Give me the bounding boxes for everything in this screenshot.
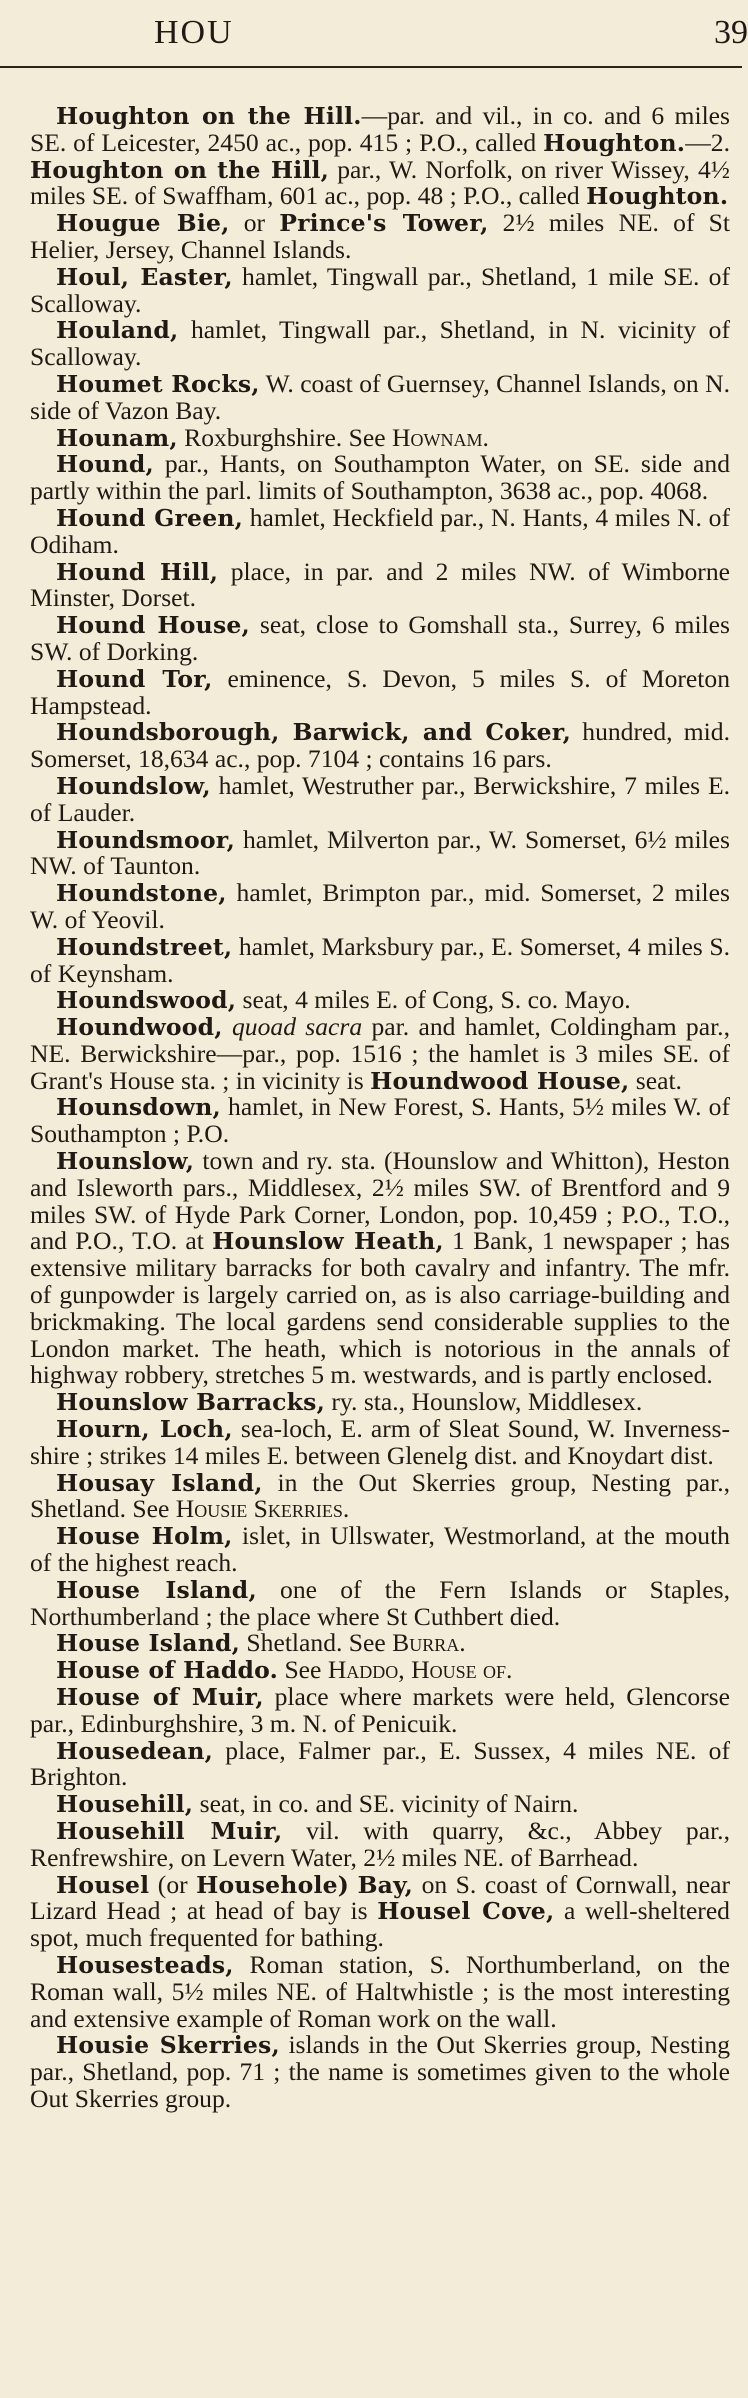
entry-headword: Housel Cove, [377, 1897, 555, 1926]
entry [30, 1684, 730, 1738]
entry-headword: Houghton on the Hill. [56, 102, 362, 130]
entry-headword: Hounslow, [56, 1147, 195, 1176]
entry-text: hamlet, in New Forest, S. Hants, 5½ miles W. of Southampton ; P.O. [30, 1092, 730, 1149]
entry-text: —par. and vil., in co. and 6 miles SE. of Leicester, 2450 ac., pop. 415 ; P.O., called [30, 101, 730, 157]
entry [30, 1791, 730, 1818]
entry-text: town and ry. sta. (Hounslow and Whitton), Heston and Isleworth pars., Middlesex, 2½ miles SW. of Brentford and 9 miles SW. of Hyde Park Corner, London, pop. 10,459 ; P.O., T.O., and P.O., T.O. at [30, 1146, 730, 1256]
entry-headword: Housesteads, [56, 1950, 234, 1979]
entry-text: seat. [635, 1065, 682, 1095]
entry-text: one of the Fern Islands or Staples, Northumberland ; the place where St Cuthbert died. [30, 1574, 730, 1631]
entry-text: seat, close to Gomshall sta., Surrey, 6 miles SW. of Dorking. [30, 610, 730, 666]
entry-text: hamlet, Tingwall par., Shetland, in N. vicinity of Scalloway. [30, 315, 730, 372]
entry-headword: Hound Tor, [56, 664, 213, 693]
entry-text: hamlet, Tingwall par., Shetland, 1 mile SE. of Scalloway. [30, 261, 730, 318]
entry [30, 719, 730, 773]
entry-text: hamlet, Marksbury par., E. Somerset, 4 miles S. of Keynsham. [30, 931, 730, 988]
entry-text: par., Hants, on Southampton Water, on SE. side and partly within the parl. limits of Southampton, 3638 ac., pop. 4068. [30, 449, 730, 506]
entry-headword: Housie Skerries, [56, 2031, 280, 2060]
entry [30, 1657, 730, 1684]
entry-headword: Hounslow Barracks, [56, 1388, 325, 1417]
entry-headword: House Island, [56, 1575, 257, 1604]
entry [30, 261, 730, 318]
entry [30, 1148, 730, 1389]
entry-list [30, 103, 730, 2113]
entry-text: islet, in Ullswater, Westmorland, at the mouth of the highest reach. [30, 1521, 730, 1578]
entry-text: place, in par. and 2 miles NW. of Wimborne Minster, Dorset. [30, 556, 730, 613]
entry-headword: Houland, [56, 316, 179, 345]
entry-headword: Housay Island, [56, 1468, 263, 1497]
entry [30, 502, 730, 559]
entry [30, 1416, 730, 1470]
entry-text: hamlet, Milverton par., W. Somerset, 6½ miles NW. of Taunton. [30, 824, 730, 881]
entry [30, 422, 730, 452]
entry-headword: Hourn, Loch, [56, 1415, 233, 1444]
entry-text: 1 Bank, 1 newspaper ; has extensive military barracks for both cavalry and infantry. The mfr. of gunpowder is largely carried on, as is also carriage-building and brickmaking. The local gardens send considerable supplies to the London market. The heath, which is notorious in the annals of highway robbery, stretches 5 m. westwards, and is partly enclosed. [30, 1226, 731, 1390]
entry [30, 317, 730, 371]
entry-text: place, Falmer par., E. Sussex, 4 miles NE. of Brighton. [30, 1735, 730, 1792]
entry-headword: Househill, [56, 1790, 194, 1819]
entry-headword: Houndstreet, [56, 932, 233, 961]
entry [30, 2032, 730, 2112]
entry-text: par., W. Norfolk, on river Wissey, 4½ miles SE. of Swaffham, 601 ac., pop. 48 ; P.O., called [30, 154, 730, 211]
entry-headword: House Holm, [56, 1522, 233, 1551]
entry [30, 987, 730, 1014]
entry [30, 1094, 730, 1148]
entry-text: on S. coast of Cornwall, near Lizard Head ; at head of bay is [30, 1869, 730, 1926]
entry-headword: Hound Green, [56, 503, 244, 532]
entry-text: a well-sheltered spot, much frequented for bathing. [30, 1896, 730, 1953]
cross-reference: Housie Skerries. [175, 1494, 350, 1524]
entry [30, 103, 730, 210]
entry-headword: Houghton. [586, 182, 729, 211]
entry [30, 1467, 731, 1524]
entry-headword: House Island, [56, 1629, 241, 1658]
entry [30, 556, 730, 613]
cross-reference: Haddo, House of. [327, 1655, 513, 1685]
entry-headword: Hound House, [56, 611, 250, 640]
entry [30, 931, 730, 988]
entry [30, 451, 730, 505]
entry [30, 210, 730, 264]
entry-headword: Hounsdown, [56, 1093, 221, 1122]
entry-text: seat, 4 miles E. of Cong, S. co. Mayo. [242, 985, 631, 1015]
entry-italic-text: quoad sacra [232, 1012, 363, 1042]
entry-headword: House of Muir, [56, 1683, 264, 1712]
entry-text: hamlet, Westruther par., Berwickshire, 7 miles E. of Lauder. [30, 770, 730, 827]
entry-text: W. coast of Guernsey, Channel Islands, on N. side of Vazon Bay. [30, 368, 731, 425]
entry-headword: Hounslow Heath, [212, 1227, 444, 1256]
entry-headword: Houndwood, [56, 1013, 223, 1042]
entry-text: Roman station, S. Northumberland, on the Roman wall, 5½ miles NE. of Haltwhistle ; is the most interesting and extensive example of Roman work on the wall. [30, 1949, 730, 2033]
entry-headword: Bay, [357, 1870, 414, 1899]
entry [30, 663, 731, 720]
entry-text: ry. sta., Hounslow, Middlesex. [331, 1387, 643, 1417]
entry-text: (or [157, 1869, 188, 1899]
entry-headword: Houghton. [543, 128, 686, 157]
entry-text: 2½ miles NE. of St Helier, Jersey, Channel Islands. [30, 208, 730, 264]
entry-headword: Hound Hill, [56, 557, 219, 586]
page-number: 39 [714, 14, 748, 51]
entry-headword: House of Haddo. [56, 1656, 279, 1685]
entry-headword: Housedean, [56, 1736, 214, 1765]
entry-text: hamlet, Brimpton par., mid. Somerset, 2 miles W. of Yeovil. [30, 878, 730, 934]
entry-headword: Househill Muir, [56, 1817, 283, 1845]
entry-text: or [243, 208, 266, 238]
entry-headword: Hounam, [56, 423, 178, 452]
entry-headword: Houmet Rocks, [56, 369, 260, 398]
entry-headword: Househole) [196, 1870, 350, 1899]
entry [30, 1014, 730, 1094]
entry-headword: Houndslow, [56, 771, 211, 800]
running-header [0, 0, 748, 68]
entry-text: place where markets were held, Glencorse par., Edinburghshire, 3 m. N. of Penicuik. [30, 1682, 730, 1738]
entry-text: Shetland. See [246, 1628, 386, 1658]
entry-text: hamlet, Heckfield par., N. Hants, 4 miles N. of Odiham. [30, 502, 730, 559]
entry-text: seat, in co. and SE. vicinity of Nairn. [199, 1789, 579, 1819]
cross-reference: Burra. [392, 1628, 466, 1658]
entry-text: eminence, S. Devon, 5 miles S. of Moreton Hampstead. [30, 663, 731, 720]
entry [30, 1869, 730, 1953]
entry-text: sea-loch, E. arm of Sleat Sound, W. Inverness-shire ; strikes 14 miles E. between Glenelg dist. and Knoydart dist. [30, 1414, 731, 1470]
entry-headword: Houndsborough, Barwick, and Coker, [56, 718, 572, 747]
entry [30, 1949, 730, 2033]
entry-headword: Houndswood, [56, 986, 237, 1015]
entry-headword: Hound, [56, 450, 154, 479]
entry [30, 880, 730, 934]
entry [30, 368, 731, 425]
entry-headword: Houghton on the Hill, [30, 155, 329, 184]
entry [30, 1630, 730, 1657]
entry-headword: Hougue Bie, [56, 209, 230, 238]
entry-headword: Prince's Tower, [279, 209, 489, 238]
entry-text: in the Out Skerries group, Nesting par., Shetland. See [30, 1467, 731, 1524]
entry-text: hundred, mid. Somerset, 18,634 ac., pop. 7104 ; contains 16 pars. [30, 717, 730, 774]
entry-text: Roxburghshire. See [184, 422, 386, 452]
entry-headword: Houndstone, [56, 879, 227, 908]
entry [30, 770, 730, 827]
entry [30, 1389, 730, 1416]
entry-text: vil. with quarry, &c., Abbey par., Renfrewshire, on Levern Water, 2½ miles NE. of Barrhead. [30, 1816, 730, 1872]
entry-headword: Housel [56, 1870, 150, 1899]
entry [30, 1818, 730, 1872]
entry-text: islands in the Out Skerries group, Nesting par., Shetland, pop. 71 ; the name is sometimes given to the whole Out Skerries group. [30, 2030, 730, 2113]
entry-text: par. and hamlet, Coldingham par., NE. Berwickshire—par., pop. 1516 ; the hamlet is 3 miles SE. of Grant's House sta. ; in vicinity is [30, 1012, 730, 1095]
entry [30, 1735, 730, 1792]
entry-headword: Houndwood House, [370, 1066, 630, 1095]
entry [30, 1574, 730, 1631]
entry [30, 1523, 730, 1577]
cross-reference: Hownam. [391, 422, 489, 452]
entry-headword: Houndsmoor, [56, 825, 235, 854]
entry [30, 824, 730, 881]
header-word: HOU [154, 14, 234, 51]
entry [30, 612, 730, 666]
entry-text: See [284, 1655, 322, 1685]
entry-text: —2. [685, 127, 730, 157]
entry-headword: Houl, Easter, [56, 262, 233, 291]
